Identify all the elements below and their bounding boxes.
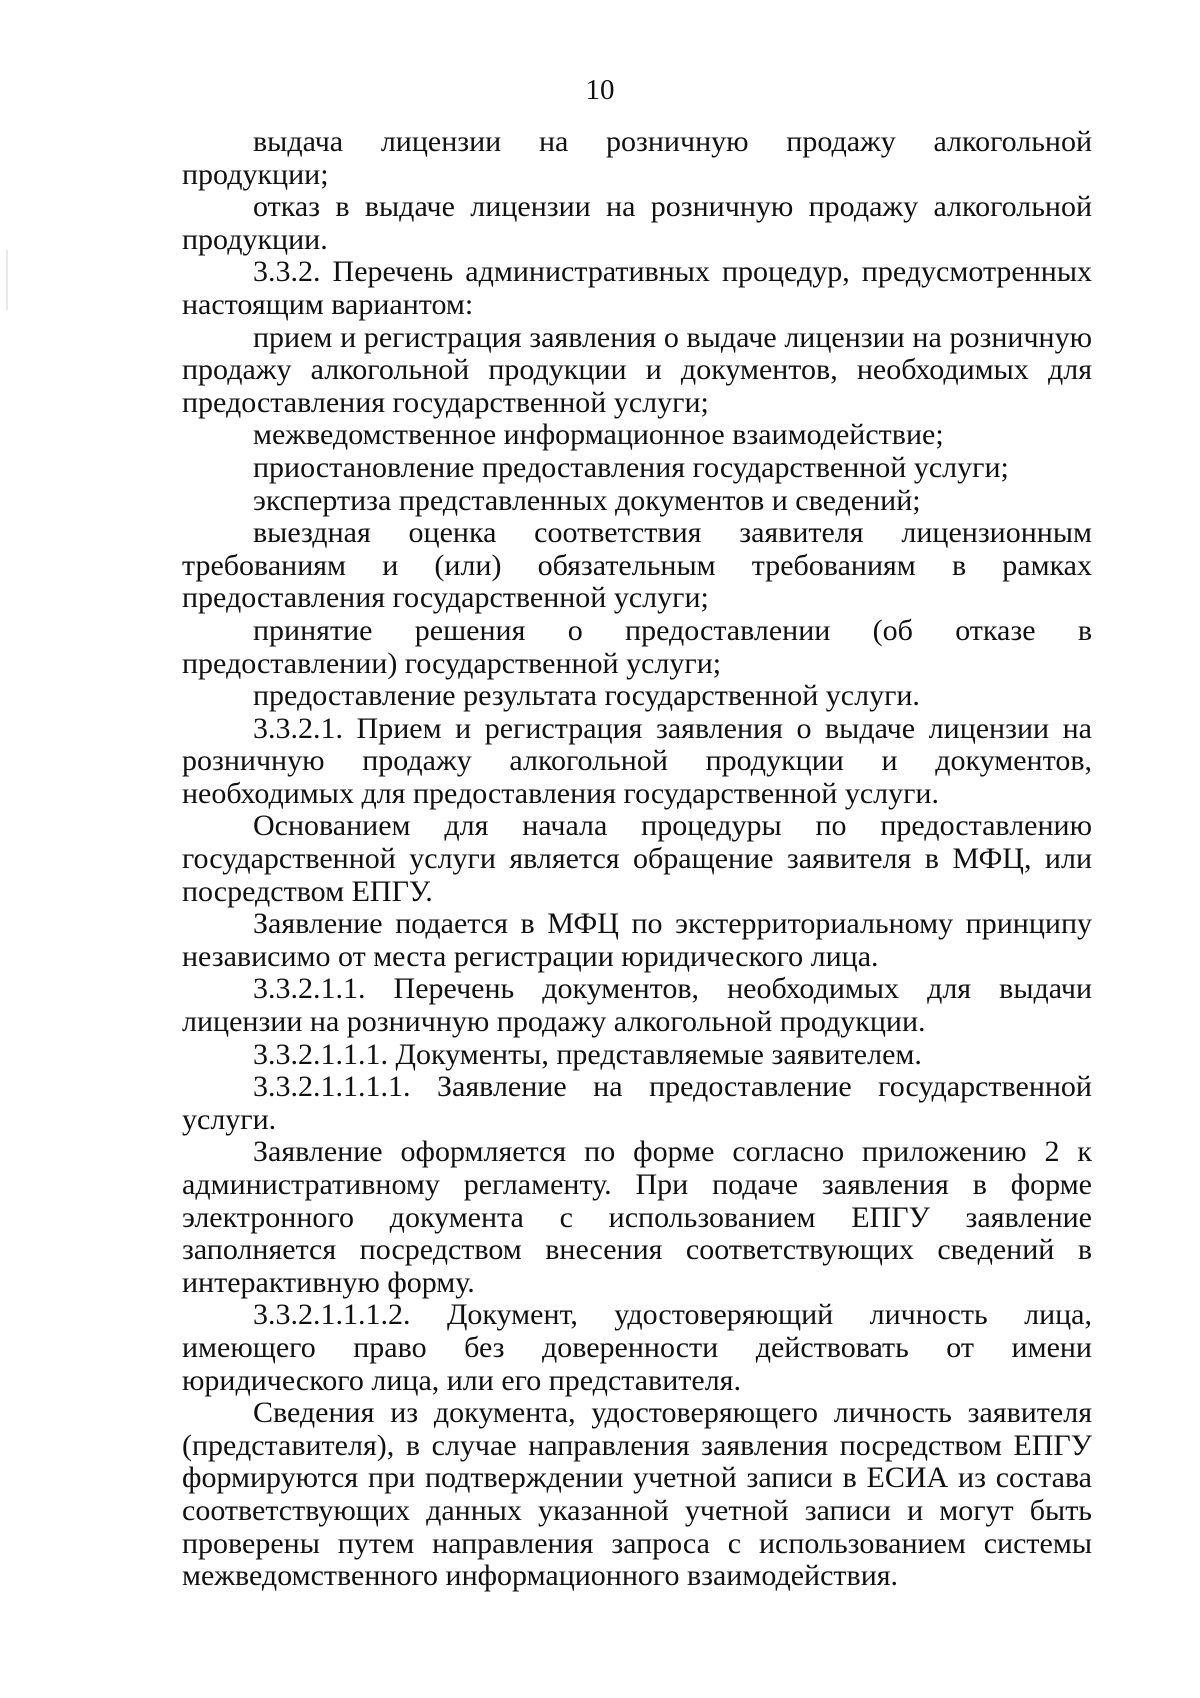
scan-edge-mark xyxy=(6,250,8,310)
paragraph-interagency-interaction: межведомственное информационное взаимодействие; xyxy=(253,418,944,452)
paragraph-decision: принятие решения о предоставлении (об отказе в предоставлении) государственной услуги; xyxy=(182,613,1092,680)
paragraph-suspension: приостановление предоставления государственной услуги; xyxy=(253,450,1009,484)
paragraph-reception-registration: прием и регистрация заявления о выдаче лицензии на розничную продажу алкогольной продукции и документов, необходимых для предоставления государственной услуги; xyxy=(182,320,1092,419)
paragraph-refusal-license: отказ в выдаче лицензии на розничную продажу алкогольной продукции. xyxy=(182,190,1092,256)
paragraph-issue-license: выдача лицензии на розничную продажу алкогольной продукции; xyxy=(182,125,1092,191)
paragraph-result-provision: предоставление результата государственной услуги. xyxy=(253,679,920,713)
paragraph-expertise: экспертиза представленных документов и сведений; xyxy=(253,483,921,517)
paragraph-3-3-2-1-1-1-1: 3.3.2.1.1.1.1. Заявление на предоставление государственной услуги. xyxy=(182,1070,1092,1136)
paragraph-3-3-2-1-1-1: 3.3.2.1.1.1. Документы, представляемые заявителем. xyxy=(253,1037,922,1071)
paragraph-3-3-2-1-1-1-2: 3.3.2.1.1.1.2. Документ, удостоверяющий личность лица, имеющего право без доверенности действовать от имени юридического лица, или его представителя. xyxy=(182,1298,1092,1397)
paragraph-onsite-assessment: выездная оценка соответствия заявителя лицензионным требованиям и (или) обязательным требованиям в рамках предоставления государственной услуги; xyxy=(182,516,1092,615)
paragraph-extraterritorial: Заявление подается в МФЦ по экстерриториальному принципу независимо от места регистрации юридического лица. xyxy=(182,907,1092,973)
paragraph-3-3-2: 3.3.2. Перечень административных процедур, предусмотренных настоящим вариантом: xyxy=(182,255,1092,321)
page-number: 10 xyxy=(585,74,615,106)
paragraph-application-form: Заявление оформляется по форме согласно приложению 2 к административному регламенту. При подаче заявления в форме электронного документа с использованием ЕПГУ заявление заполняется посредством внесения соответствующих сведений в интерактивную форму. xyxy=(182,1135,1092,1299)
paragraph-identity-data: Сведения из документа, удостоверяющего личность заявителя (представителя), в случае направления заявления посредством ЕПГУ формируются при подтверждении учетной записи в ЕСИА из состава соответствующих данных указанной учетной записи и могут быть проверены путем направления запроса с использованием системы межведомственного информационного взаимодействия. xyxy=(182,1396,1092,1593)
paragraph-3-3-2-1-1: 3.3.2.1.1. Перечень документов, необходимых для выдачи лицензии на розничную продажу алкогольной продукции. xyxy=(182,972,1092,1039)
paragraph-3-3-2-1: 3.3.2.1. Прием и регистрация заявления о выдаче лицензии на розничную продажу алкогольной продукции и документов, необходимых для предоставления государственной услуги. xyxy=(182,711,1092,810)
paragraph-grounds: Основанием для начала процедуры по предоставлению государственной услуги является обращение заявителя в МФЦ, или посредством ЕПГУ. xyxy=(182,809,1092,908)
document-body xyxy=(182,126,1092,1593)
